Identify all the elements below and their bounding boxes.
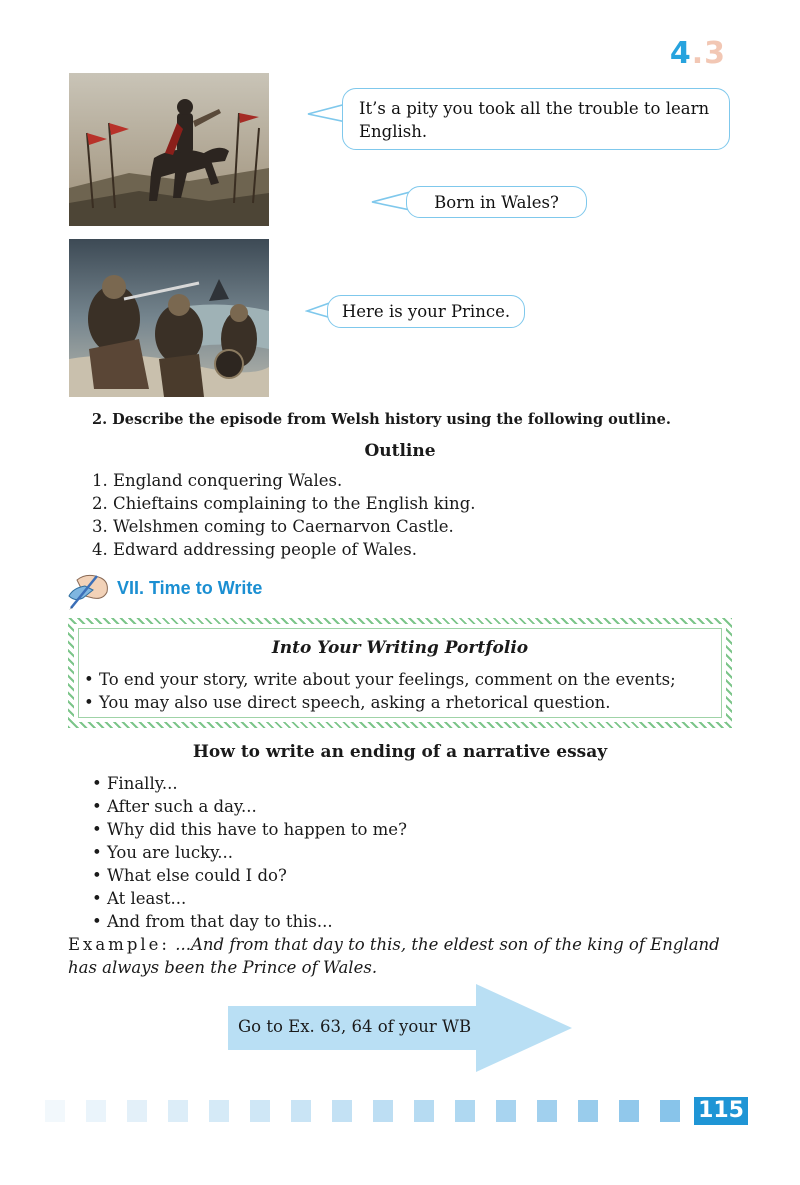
bubble-tail <box>370 188 410 214</box>
example-text: ...And from that day to this, the eldest son of the king of England has always been the Prince of Wales. <box>68 935 720 977</box>
task-instruction: 2. Describe the episode from Welsh history using the following outline. <box>92 411 671 428</box>
list-item: • To end your story, write about your feelings, comment on the events; <box>84 670 676 689</box>
list-item: • At least... <box>92 889 187 908</box>
list-item: 2. Chieftains complaining to the English king. <box>92 494 476 513</box>
writing-portfolio-box <box>68 618 732 728</box>
example-paragraph <box>68 933 736 979</box>
list-item: • Finally... <box>92 774 178 793</box>
list-item: 4. Edward addressing people of Wales. <box>92 540 418 559</box>
bubble-tail <box>306 100 346 126</box>
example-label: Example: <box>68 935 170 954</box>
lesson-number-badge: 4.3 <box>669 36 726 71</box>
list-item: • You are lucky... <box>92 843 233 862</box>
portfolio-bullets <box>84 668 676 714</box>
list-item: • Why did this have to happen to me? <box>92 820 407 839</box>
outline-heading: Outline <box>364 441 436 461</box>
knight-on-horse-illustration <box>69 73 269 226</box>
list-item: 1. England conquering Wales. <box>92 471 343 490</box>
list-item: 3. Welshmen coming to Caernarvon Castle. <box>92 517 454 536</box>
battle-scene-illustration <box>69 239 269 397</box>
ending-phrases-list <box>92 772 407 933</box>
list-item: • You may also use direct speech, asking a rhetorical question. <box>84 693 611 712</box>
portfolio-title: Into Your Writing Portfolio <box>271 638 529 658</box>
list-item: • And from that day to this... <box>92 912 333 931</box>
hand-writing-icon <box>63 572 113 610</box>
speech-bubble-2: Born in Wales? <box>406 186 587 218</box>
page-number: 115 <box>694 1097 748 1125</box>
workbook-reference: Go to Ex. 63, 64 of your WB <box>238 1017 472 1036</box>
list-item: • After such a day... <box>92 797 257 816</box>
speech-bubble-3: Here is your Prince. <box>327 295 525 328</box>
list-item: • What else could I do? <box>92 866 287 885</box>
outline-list <box>92 469 476 561</box>
section-title: VII. Time to Write <box>117 578 263 598</box>
speech-bubble-1: It’s a pity you took all the trouble to learn English. <box>342 88 730 150</box>
ending-heading: How to write an ending of a narrative essay <box>192 742 608 762</box>
workbook-arrow[interactable] <box>228 984 574 1072</box>
